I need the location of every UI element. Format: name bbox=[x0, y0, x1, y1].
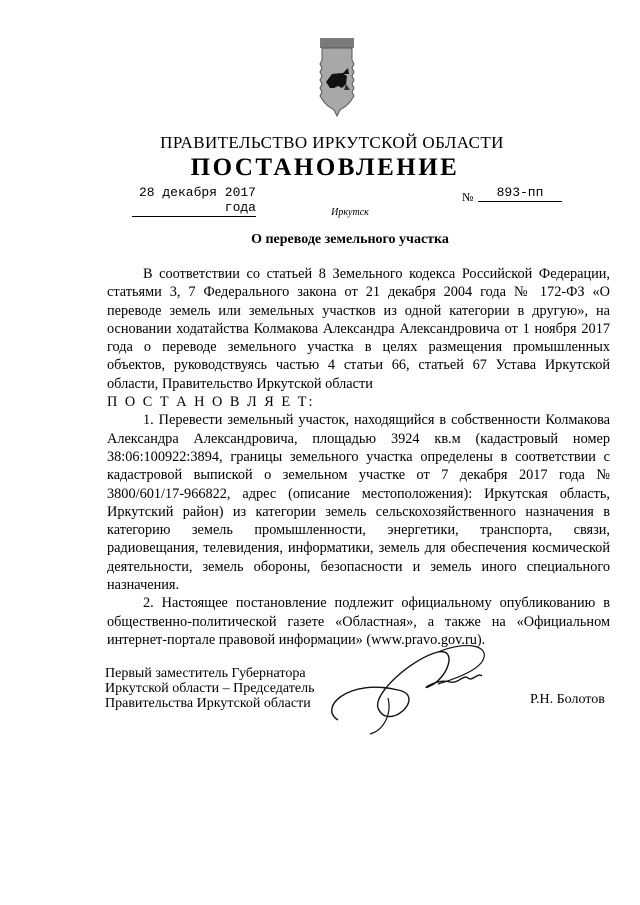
number-sign: № bbox=[462, 190, 474, 204]
document-type-heading: ПОСТАНОВЛЕНИЕ bbox=[190, 154, 460, 181]
city-name: Иркутск bbox=[331, 207, 369, 218]
signer-title bbox=[105, 666, 314, 711]
coat-of-arms-icon bbox=[316, 38, 358, 120]
handwritten-signature bbox=[318, 638, 498, 738]
decree-word: П О С Т А Н О В Л Я Е Т: bbox=[107, 394, 315, 411]
preamble-paragraph: В соответствии со статьей 8 Земельного кодекса Российской Федерации, статьями 3, 7 Федерального закона от 21 декабря 2004 года № 172-ФЗ «О переводе земель или земельных участков из одной категории в другую», на основании ходатайства Колмакова Александра Александровича от 1 ноября 2017 года о переводе земельного участка в целях размещения промышленных объектов, руководствуясь частью 4 статьи 66, статьей 67 Устава Иркутской области, Правительство Иркутской области bbox=[107, 266, 610, 392]
signer-title-line: Иркутской области – Председатель bbox=[105, 681, 315, 696]
document-body bbox=[107, 265, 610, 649]
signer-title-line: Правительства Иркутской области bbox=[105, 696, 311, 711]
document-date: 28 декабря 2017 года bbox=[132, 185, 256, 217]
document-subject: О переводе земельного участка bbox=[251, 232, 449, 247]
item-2-paragraph: 2. Настоящее постановление подлежит официальному опубликованию в общественно-политической газете «Областная», а также на «Официальном интернет-портале правовой информации» (www.pravo.gov.ru). bbox=[107, 595, 610, 648]
government-title: ПРАВИТЕЛЬСТВО ИРКУТСКОЙ ОБЛАСТИ bbox=[160, 133, 504, 152]
signer-title-line: Первый заместитель Губернатора bbox=[105, 666, 306, 681]
signer-name: Р.Н. Болотов bbox=[530, 692, 605, 707]
item-1-paragraph: 1. Перевести земельный участок, находящийся в собственности Колмакова Александра Александровича, площадью 3924 кв.м (кадастровый номер 38:06:100922:3894, границы земельного участка определены в соответствии с кадастровой выпиской о земельном участке от 7 декабря 2017 года № 3800/601/17-966822, адрес (описание местоположения): Иркутская область, Иркутский район) из категории земель сельскохозяйственного назначения в категорию земель промышленности, энергетики, транспорта, связи, радиовещания, телевидения, информатики, земель для обеспечения космической деятельности, земель обороны, безопасности и земель иного специального назначения. bbox=[107, 412, 610, 594]
document-number: 893-пп bbox=[478, 185, 562, 202]
